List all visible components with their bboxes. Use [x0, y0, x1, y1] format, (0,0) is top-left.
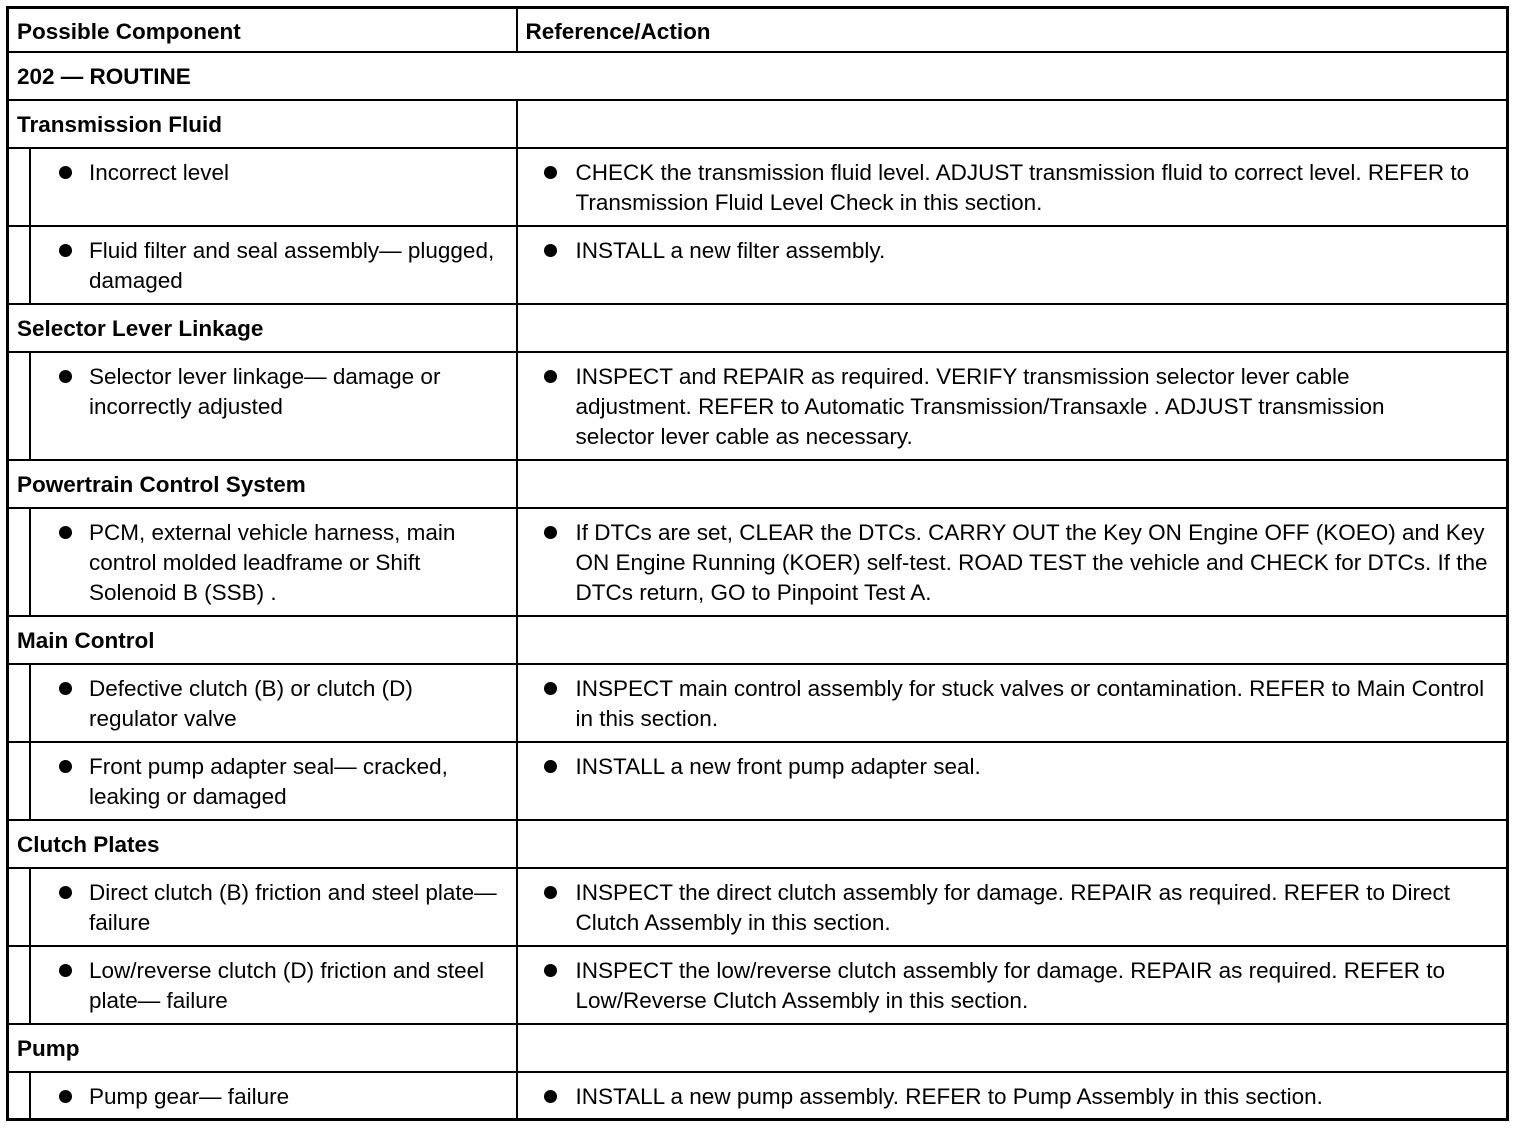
section-title: Selector Lever Linkage	[8, 304, 517, 352]
component-cell	[8, 946, 517, 1024]
section-row	[8, 616, 1508, 664]
section-row	[8, 100, 1508, 148]
table-row	[8, 508, 1508, 616]
bullet-icon	[59, 682, 72, 695]
bullet-icon	[59, 244, 72, 257]
component-cell	[8, 868, 517, 946]
component-text: Pump gear— failure	[89, 1083, 290, 1109]
component-cell	[8, 1072, 517, 1120]
bullet-icon	[544, 526, 557, 539]
action-cell	[517, 664, 1508, 742]
table-row	[8, 1072, 1508, 1120]
action-cell	[517, 742, 1508, 820]
section-title: Pump	[8, 1024, 517, 1072]
table-row	[8, 742, 1508, 820]
section-blank	[517, 460, 1508, 508]
table-row	[8, 868, 1508, 946]
section-row	[8, 1024, 1508, 1072]
section-blank	[517, 100, 1508, 148]
component-cell	[8, 664, 517, 742]
table-row	[8, 946, 1508, 1024]
action-cell	[517, 352, 1508, 460]
action-cell	[517, 868, 1508, 946]
section-title: Powertrain Control System	[8, 460, 517, 508]
section-blank	[517, 304, 1508, 352]
routine-row	[8, 52, 1508, 100]
component-text: Fluid filter and seal assembly— plugged, damaged	[89, 237, 495, 293]
action-text: INSTALL a new front pump adapter seal.	[575, 753, 981, 779]
component-text: Low/reverse clutch (D) friction and steel plate— failure	[89, 957, 485, 1013]
action-text: INSPECT the low/reverse clutch assembly for damage. REPAIR as required. REFER to Low/Reverse Clutch Assembly in this section.	[575, 957, 1446, 1013]
bullet-icon	[59, 526, 72, 539]
table-row	[8, 226, 1508, 304]
section-row	[8, 460, 1508, 508]
bullet-icon	[544, 682, 557, 695]
action-cell	[517, 1072, 1508, 1120]
bullet-icon	[59, 886, 72, 899]
component-text: PCM, external vehicle harness, main control molded leadframe or Shift Solenoid B (SSB) .	[89, 519, 456, 605]
action-text: INSTALL a new filter assembly.	[575, 237, 886, 263]
bullet-icon	[59, 760, 72, 773]
bullet-icon	[544, 370, 557, 383]
section-title: Clutch Plates	[8, 820, 517, 868]
section-blank	[517, 616, 1508, 664]
action-text: INSTALL a new pump assembly. REFER to Pump Assembly in this section.	[575, 1083, 1323, 1109]
section-row	[8, 820, 1508, 868]
component-cell	[8, 508, 517, 616]
table-row	[8, 352, 1508, 460]
section-title: Main Control	[8, 616, 517, 664]
action-cell	[517, 226, 1508, 304]
bullet-icon	[544, 244, 557, 257]
bullet-icon	[59, 166, 72, 179]
bullet-icon	[544, 1090, 557, 1103]
component-cell	[8, 226, 517, 304]
component-text: Front pump adapter seal— cracked, leaking or damaged	[89, 753, 448, 809]
action-text: INSPECT and REPAIR as required. VERIFY transmission selector lever cable adjustment. REFER to Automatic Transmission/Transaxle . ADJUST transmission selector lever cable as necessary.	[575, 363, 1385, 449]
component-text: Incorrect level	[89, 159, 230, 185]
action-cell	[517, 946, 1508, 1024]
component-text: Selector lever linkage— damage or incorrectly adjusted	[89, 363, 441, 419]
action-text: If DTCs are set, CLEAR the DTCs. CARRY OUT the Key ON Engine OFF (KOEO) and Key ON Engine Running (KOER) self-test. ROAD TEST the vehicle and CHECK for DTCs. If the DTCs return, GO to Pinpoint Test A.	[575, 519, 1488, 605]
action-text: INSPECT main control assembly for stuck valves or contamination. REFER to Main Control in this section.	[575, 675, 1485, 731]
routine-title: 202 — ROUTINE	[8, 52, 1508, 100]
diagnosis-table-container	[6, 6, 1506, 1120]
action-cell	[517, 148, 1508, 226]
header-action: Reference/Action	[517, 8, 1508, 52]
section-title: Transmission Fluid	[8, 100, 517, 148]
action-text: CHECK the transmission fluid level. ADJUST transmission fluid to correct level. REFER to Transmission Fluid Level Check in this section.	[575, 159, 1470, 215]
section-blank	[517, 1024, 1508, 1072]
bullet-icon	[59, 964, 72, 977]
bullet-icon	[544, 886, 557, 899]
component-cell	[8, 148, 517, 226]
bullet-icon	[59, 1090, 72, 1103]
component-text: Defective clutch (B) or clutch (D) regulator valve	[89, 675, 413, 731]
bullet-icon	[544, 166, 557, 179]
bullet-icon	[59, 370, 72, 383]
table-row	[8, 148, 1508, 226]
bullet-icon	[544, 760, 557, 773]
section-blank	[517, 820, 1508, 868]
table-header-row	[8, 8, 1508, 52]
component-cell	[8, 352, 517, 460]
header-component: Possible Component	[8, 8, 517, 52]
action-text: INSPECT the direct clutch assembly for damage. REPAIR as required. REFER to Direct Clutch Assembly in this section.	[575, 879, 1450, 935]
action-cell	[517, 508, 1508, 616]
diagnosis-table	[6, 6, 1509, 1121]
section-row	[8, 304, 1508, 352]
component-text: Direct clutch (B) friction and steel plate— failure	[89, 879, 497, 935]
component-cell	[8, 742, 517, 820]
table-row	[8, 664, 1508, 742]
bullet-icon	[544, 964, 557, 977]
